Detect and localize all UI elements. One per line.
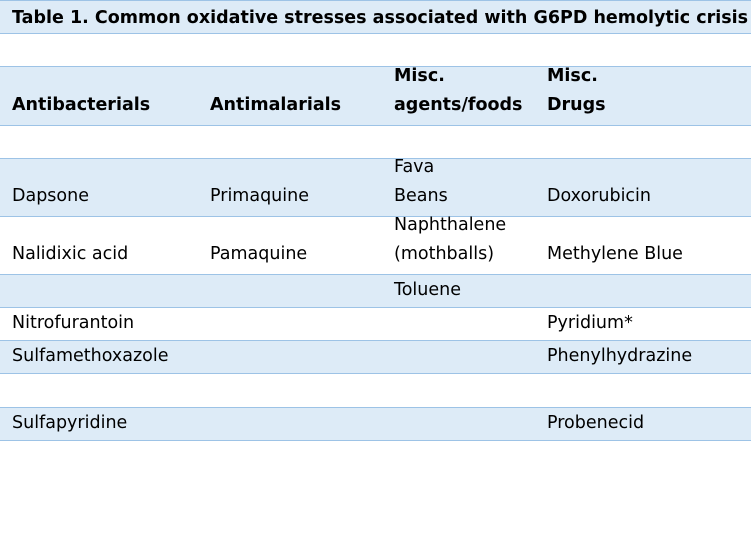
table-title: Table 1. Common oxidative stresses associated with G6PD hemolytic crisis (12, 8, 749, 28)
table-title-row (0, 1, 751, 34)
cell-antibacterial: Nalidixic acid (12, 244, 129, 264)
table-row (0, 275, 751, 308)
cell-antibacterial: Sulfamethoxazole (12, 346, 169, 366)
header-row (0, 67, 751, 126)
spacer-row (0, 126, 751, 159)
cell-antibacterial: Nitrofurantoin (12, 313, 135, 333)
cell-misc-drug: Phenylhydrazine (547, 346, 693, 366)
cell-misc-agent: Toluene (394, 280, 462, 300)
cell-antimalarial: Pamaquine (210, 244, 308, 264)
table-row (0, 159, 751, 217)
cell-misc-drug: Probenecid (547, 413, 645, 433)
cell-misc-drug: Methylene Blue (547, 244, 683, 264)
cell-misc-agent: Naphthalene (mothballs) (394, 215, 507, 264)
cell-antimalarial: Primaquine (210, 186, 309, 206)
cell-misc-agent: Fava Beans (394, 157, 448, 206)
cell-misc-drug: Doxorubicin (547, 186, 652, 206)
header-antibacterials: Antibacterials (12, 95, 151, 115)
header-antimalarials: Antimalarials (210, 95, 342, 115)
cell-antibacterial: Dapsone (12, 186, 89, 206)
table-row (0, 308, 751, 341)
table-row (0, 408, 751, 441)
table-row (0, 341, 751, 374)
table-row (0, 217, 751, 275)
cell-antibacterial: Sulfapyridine (12, 413, 128, 433)
header-misc-drugs: Misc. Drugs (547, 66, 606, 115)
header-misc-agents-foods: Misc. agents/foods (394, 66, 523, 115)
spacer-row (0, 34, 751, 67)
spacer-row (0, 374, 751, 408)
cell-misc-drug: Pyridium* (547, 313, 633, 333)
